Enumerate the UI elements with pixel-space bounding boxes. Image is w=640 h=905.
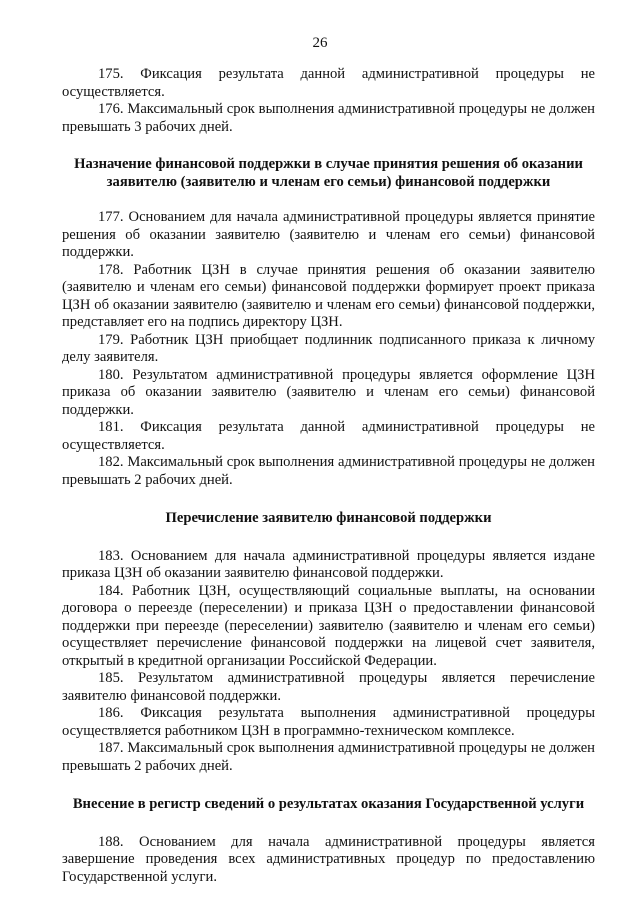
paragraph-184: 184. Работник ЦЗН, осуществляющий социальные выплаты, на основании договора о переезде (переселении) и приказа ЦЗН о предоставлении финансовой поддержки при переезде (переселении) заявителю (заявителю и членам его семьи) осуществляет перечисление финансовой поддержки на лицевой счет заявителя, открытый в кредитной организации Российской Федерации. [62, 582, 595, 669]
document-body [62, 66, 595, 886]
paragraph-178: 178. Работник ЦЗН в случае принятия решения об оказании заявителю (заявителю и членам его семьи) финансовой поддержки формирует проект приказа ЦЗН об оказании заявителю (заявителю и членам его семьи) финансовой поддержки, представляет его на подпись директору ЦЗН. [62, 261, 595, 330]
section-heading-support-transfer: Перечисление заявителю финансовой поддержки [165, 510, 492, 526]
paragraph-177: 177. Основанием для начала административной процедуры является принятие решения об оказании заявителю (заявителю и членам его семьи) финансовой поддержки. [62, 209, 595, 260]
section-heading-financial-support-assignment: Назначение финансовой поддержки в случае принятия решения об оказании заявителю (заявителю и членам его семьи) финансовой поддержки [74, 156, 583, 190]
paragraph-183: 183. Основанием для начала административной процедуры является издане приказа ЦЗН об оказании заявителю финансовой поддержки. [62, 547, 595, 581]
paragraph-185: 185. Результатом административной процедуры является перечисление заявителю финансовой поддержки. [62, 670, 595, 704]
paragraph-176: 176. Максимальный срок выполнения административной процедуры не должен превышать 3 рабочих дней. [62, 101, 595, 135]
paragraph-186: 186. Фиксация результата выполнения административной процедуры осуществляется работником ЦЗН в программно-техническом комплексе. [62, 705, 595, 739]
paragraph-175: 175. Фиксация результата данной административной процедуры не осуществляется. [62, 66, 595, 100]
paragraph-179: 179. Работник ЦЗН приобщает подлинник подписанного приказа к личному делу заявителя. [62, 331, 595, 365]
section-heading-registry-entry: Внесение в регистр сведений о результатах оказания Государственной услуги [72, 796, 585, 812]
paragraph-181: 181. Фиксация результата данной административной процедуры не осуществляется. [62, 419, 595, 453]
page-number: 26 [312, 35, 328, 51]
paragraph-187: 187. Максимальный срок выполнения административной процедуры не должен превышать 2 рабочих дней. [62, 740, 595, 774]
paragraph-180: 180. Результатом административной процедуры является оформление ЦЗН приказа об оказании заявителю (заявителю и членам его семьи) финансовой поддержки. [62, 366, 595, 418]
paragraph-182: 182. Максимальный срок выполнения административной процедуры не должен превышать 2 рабочих дней. [62, 454, 595, 488]
paragraph-188: 188. Основанием для начала административной процедуры является завершение проведения всех административных процедур по предоставлению Государственной услуги. [62, 833, 595, 885]
